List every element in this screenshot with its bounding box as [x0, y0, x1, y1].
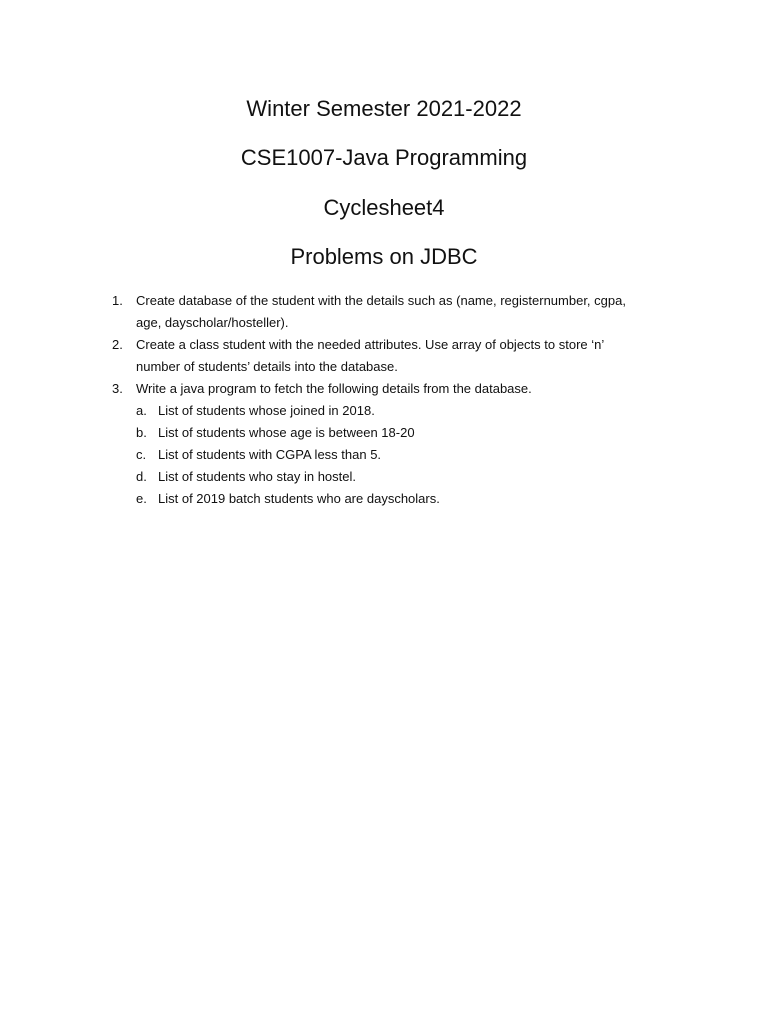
subitem-a: [0, 400, 768, 422]
subitem-text: List of students whose joined in 2018.: [158, 403, 375, 418]
topic-title: Problems on JDBC: [290, 244, 478, 269]
problem-item-1: [0, 290, 676, 334]
problem-item-2: [0, 334, 676, 378]
problem-text-line: number of students’ details into the database.: [136, 359, 398, 374]
problem-number: 3.: [112, 381, 123, 396]
subitem-letter: e.: [136, 491, 147, 506]
problem-text-line: Create database of the student with the details such as (name, registernumber, cgpa,: [136, 293, 626, 308]
problem-number: 1.: [112, 293, 123, 308]
subitem-d: [0, 466, 768, 488]
subitem-letter: a.: [136, 403, 147, 418]
subitem-c: [0, 444, 768, 466]
subitem-e: [0, 488, 768, 510]
problem-item-3: [0, 378, 676, 400]
subitem-text: List of students with CGPA less than 5.: [158, 447, 382, 462]
subitem-letter: d.: [136, 469, 147, 484]
subitem-letter: b.: [136, 425, 147, 440]
problem-list: [0, 290, 768, 510]
subitem-text: List of students who stay in hostel.: [158, 469, 356, 484]
semester-title: Winter Semester 2021-2022: [246, 96, 522, 121]
subitem-b: [0, 422, 768, 444]
course-title: CSE1007-Java Programming: [240, 145, 528, 170]
problem-text-line: Write a java program to fetch the following details from the database.: [136, 381, 532, 396]
problem-text-line: age, dayscholar/hosteller).: [136, 315, 289, 330]
cyclesheet-title: Cyclesheet4: [323, 195, 445, 220]
problem-number: 2.: [112, 337, 123, 352]
subitem-letter: c.: [136, 447, 147, 462]
subitem-text: List of students whose age is between 18-20: [158, 425, 415, 440]
problem-text-line: Create a class student with the needed attributes. Use array of objects to store ‘n’: [136, 337, 605, 352]
subitem-text: List of 2019 batch students who are dayscholars.: [158, 491, 440, 506]
